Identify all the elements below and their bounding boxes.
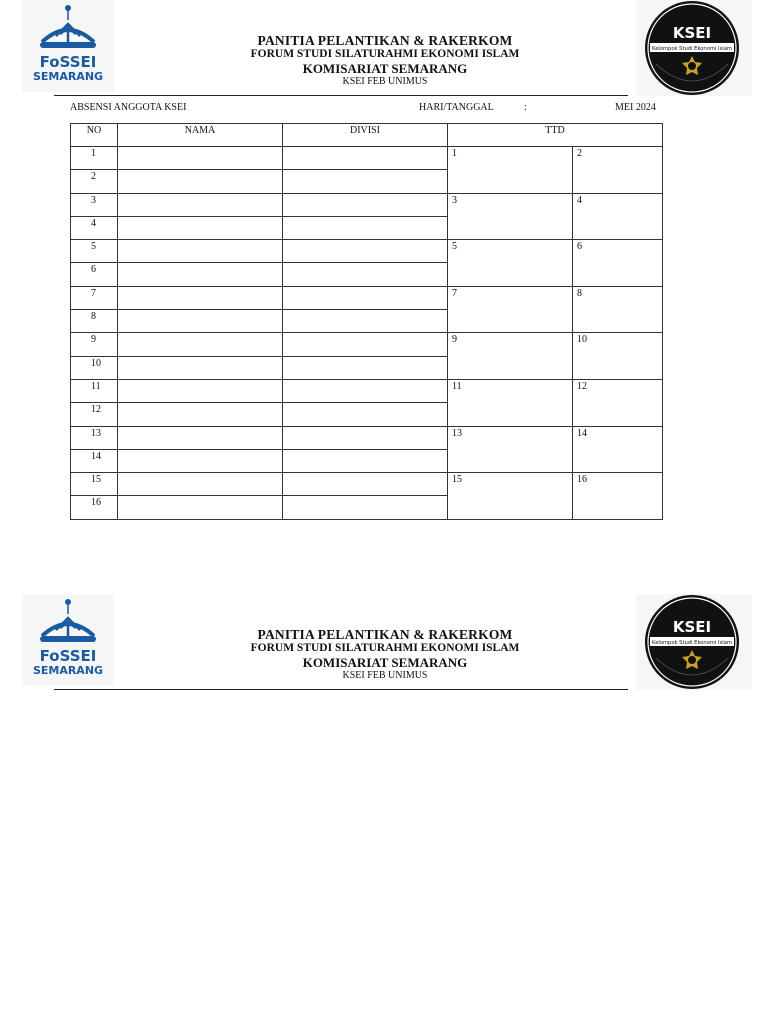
table-header-row [71, 124, 663, 147]
header-rule [54, 95, 628, 96]
divisi-cell[interactable] [283, 356, 448, 379]
signature-cell[interactable]: 4 [573, 193, 663, 240]
header-commissariat: KOMISARIAT SEMARANG [302, 655, 468, 670]
nama-cell[interactable] [118, 333, 283, 356]
row-number: 15 [71, 473, 118, 496]
document-header [0, 0, 768, 96]
table-row [71, 426, 663, 449]
divisi-cell[interactable] [283, 379, 448, 402]
ksei-logo-text: KSEI [672, 618, 712, 636]
divisi-cell[interactable] [283, 240, 448, 263]
signature-cell[interactable]: 9 [448, 333, 573, 380]
header-unit: KSEI FEB UNIMUS [342, 670, 428, 681]
nama-cell[interactable] [118, 310, 283, 333]
row-number: 11 [71, 379, 118, 402]
nama-cell[interactable] [118, 449, 283, 472]
header-commissariat: KOMISARIAT SEMARANG [302, 61, 468, 76]
fossei-logo [22, 0, 114, 92]
header-rule [54, 689, 628, 690]
col-header-nama: NAMA [118, 124, 283, 147]
divisi-cell[interactable] [283, 403, 448, 426]
row-number: 2 [71, 170, 118, 193]
signature-cell[interactable]: 12 [573, 379, 663, 426]
semarang-logo-text: SEMARANG [32, 70, 104, 83]
row-number: 7 [71, 286, 118, 309]
header-title: PANITIA PELANTIKAN & RAKERKOM [257, 627, 513, 642]
row-number: 10 [71, 356, 118, 379]
divisi-cell[interactable] [283, 333, 448, 356]
document-header [0, 594, 768, 690]
divisi-cell[interactable] [283, 426, 448, 449]
divisi-cell[interactable] [283, 263, 448, 286]
fossei-logo [22, 594, 114, 686]
row-number: 13 [71, 426, 118, 449]
nama-cell[interactable] [118, 473, 283, 496]
nama-cell[interactable] [118, 426, 283, 449]
signature-cell[interactable]: 14 [573, 426, 663, 473]
row-number: 12 [71, 403, 118, 426]
ksei-logo-subtext: Kelompok Studi Ekonomi Islam [652, 46, 732, 52]
attendance-sheet [0, 0, 768, 509]
header-titles [220, 34, 550, 89]
divisi-cell[interactable] [283, 193, 448, 216]
attendance-table [70, 123, 663, 520]
table-row [71, 333, 663, 356]
signature-cell[interactable]: 1 [448, 147, 573, 194]
row-number: 8 [71, 310, 118, 333]
row-number: 5 [71, 240, 118, 263]
nama-cell[interactable] [118, 170, 283, 193]
row-number: 1 [71, 147, 118, 170]
table-row [71, 379, 663, 402]
divisi-cell[interactable] [283, 170, 448, 193]
attendance-label: ABSENSI ANGGOTA KSEI [70, 102, 187, 113]
col-header-no: NO [71, 124, 118, 147]
fossei-logo-text: FoSSEI [39, 53, 97, 71]
signature-cell[interactable]: 16 [573, 473, 663, 520]
fossei-logo-text: FoSSEI [39, 647, 97, 665]
row-number: 14 [71, 449, 118, 472]
nama-cell[interactable] [118, 263, 283, 286]
nama-cell[interactable] [118, 286, 283, 309]
nama-cell[interactable] [118, 379, 283, 402]
signature-cell[interactable]: 5 [448, 240, 573, 287]
signature-cell[interactable]: 8 [573, 286, 663, 333]
date-label: HARI/TANGGAL [419, 102, 494, 113]
signature-cell[interactable]: 11 [448, 379, 573, 426]
attendance-meta [70, 102, 662, 116]
row-number: 16 [71, 496, 118, 519]
ksei-logo [636, 594, 752, 690]
col-header-divisi: DIVISI [283, 124, 448, 147]
divisi-cell[interactable] [283, 496, 448, 519]
table-row [71, 473, 663, 496]
table-row [71, 193, 663, 216]
nama-cell[interactable] [118, 193, 283, 216]
signature-cell[interactable]: 6 [573, 240, 663, 287]
divisi-cell[interactable] [283, 216, 448, 239]
row-number: 6 [71, 263, 118, 286]
signature-cell[interactable]: 15 [448, 473, 573, 520]
ksei-logo-text: KSEI [672, 24, 712, 42]
nama-cell[interactable] [118, 240, 283, 263]
second-sheet-header [0, 594, 768, 690]
col-header-ttd: TTD [448, 124, 663, 147]
nama-cell[interactable] [118, 216, 283, 239]
row-number: 3 [71, 193, 118, 216]
divisi-cell[interactable] [283, 310, 448, 333]
signature-cell[interactable]: 10 [573, 333, 663, 380]
row-number: 4 [71, 216, 118, 239]
signature-cell[interactable]: 3 [448, 193, 573, 240]
header-subtitle: FORUM STUDI SILATURAHMI EKONOMI ISLAM [250, 48, 520, 60]
row-number: 9 [71, 333, 118, 356]
header-titles [220, 628, 550, 683]
ksei-logo-subtext: Kelompok Studi Ekonomi Islam [652, 640, 732, 646]
table-row [71, 286, 663, 309]
divisi-cell[interactable] [283, 449, 448, 472]
divisi-cell[interactable] [283, 286, 448, 309]
header-subtitle: FORUM STUDI SILATURAHMI EKONOMI ISLAM [250, 642, 520, 654]
nama-cell[interactable] [118, 496, 283, 519]
header-unit: KSEI FEB UNIMUS [342, 76, 428, 87]
table-row [71, 240, 663, 263]
date-value: MEI 2024 [615, 102, 656, 113]
signature-cell[interactable]: 7 [448, 286, 573, 333]
divisi-cell[interactable] [283, 473, 448, 496]
signature-cell[interactable]: 13 [448, 426, 573, 473]
ksei-logo [636, 0, 752, 96]
semarang-logo-text: SEMARANG [32, 664, 104, 677]
date-colon: : [524, 102, 527, 113]
header-title: PANITIA PELANTIKAN & RAKERKOM [257, 33, 513, 48]
divisi-cell[interactable] [283, 147, 448, 170]
signature-cell[interactable]: 2 [573, 147, 663, 194]
nama-cell[interactable] [118, 147, 283, 170]
nama-cell[interactable] [118, 356, 283, 379]
table-row [71, 147, 663, 170]
nama-cell[interactable] [118, 403, 283, 426]
